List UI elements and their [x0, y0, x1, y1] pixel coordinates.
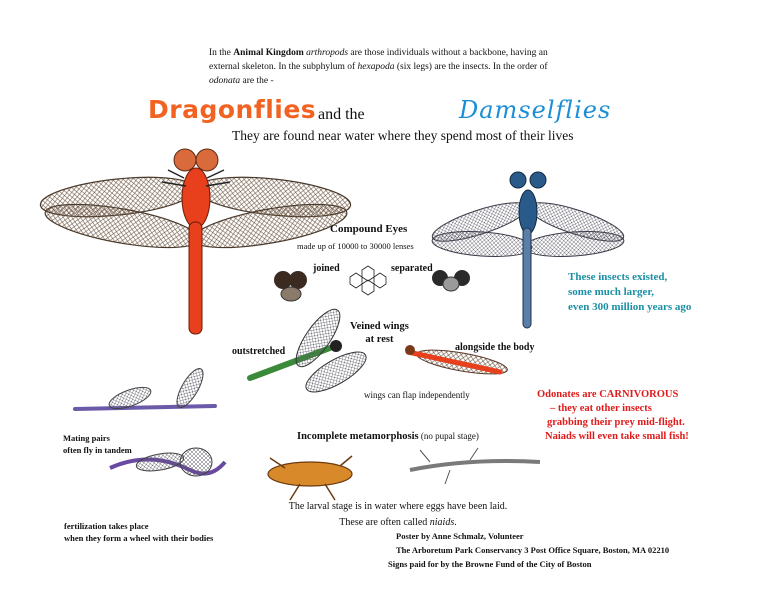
metamorphosis-title: Incomplete metamorphosis — [297, 431, 419, 442]
intro-text: (six legs) are the insects. In the order of — [394, 62, 548, 72]
metamorphosis-note: (no pupal stage) — [418, 431, 479, 441]
title-damselflies: Damselflies — [459, 96, 612, 124]
diet-line: grabbing their prey mid-flight. — [547, 417, 685, 428]
title-dragonflies: Dragonflies — [148, 95, 317, 124]
eyes-separated-label: separated — [391, 263, 433, 274]
larval-text: These are often called — [339, 517, 430, 528]
intro-hexapoda: hexapoda — [357, 62, 395, 72]
history-line: even 300 million years ago — [568, 301, 692, 313]
alongside-label: alongside the body — [455, 342, 535, 353]
larva-illustration — [268, 456, 352, 500]
compound-eyes-heading: Compound Eyes — [330, 223, 408, 235]
fertilization-note — [64, 520, 213, 544]
veined-wings-heading — [350, 320, 409, 346]
intro-text: are the - — [240, 76, 274, 86]
credits-line: The Arboretum Park Conservancy 3 Post Office Square, Boston, MA 02210 — [396, 545, 670, 555]
damselfly-nymph-illustration — [410, 448, 540, 484]
intro-odonata: odonata — [209, 76, 241, 86]
eyes-separated-illustration — [432, 270, 470, 291]
outstretched-label: outstretched — [232, 346, 286, 357]
history-note — [568, 270, 691, 315]
intro-text: In the — [209, 48, 234, 58]
diet-line: – they eat other insects — [550, 403, 652, 414]
mating-line: often fly in tandem — [63, 445, 132, 455]
larval-niaids: niaids — [429, 517, 455, 528]
subtitle: They are found near water where they spend most of their lives — [232, 128, 574, 143]
veined-wings-line: at rest — [365, 334, 394, 345]
metamorphosis-heading — [297, 431, 479, 442]
credits-line: Poster by Anne Schmalz, Volunteer — [396, 531, 524, 541]
history-line: These insects existed, — [568, 271, 668, 283]
intro-animal-kingdom: Animal Kingdom — [233, 48, 304, 58]
intro-text: are those individuals without a backbone, having an external skeleton. In the subphylum of — [209, 48, 548, 72]
credits-line: Signs paid for by the Browne Fund of the City of Boston — [388, 559, 592, 569]
mating-pairs-illustration — [75, 365, 225, 476]
veined-wings-line: Veined wings — [350, 321, 409, 332]
diet-line: Odonates are CARNIVOROUS — [537, 389, 679, 400]
mating-line: Mating pairs — [63, 433, 110, 443]
intro-arthropods: arthropods — [306, 48, 349, 58]
lens-pattern-illustration — [350, 266, 386, 295]
lenses-note: made up of 10000 to 30000 lenses — [297, 241, 414, 251]
eyes-joined-illustration — [274, 271, 307, 301]
mating-note — [63, 432, 132, 456]
diet-line: Naiads will even take small fish! — [545, 431, 689, 442]
larval-note — [263, 499, 533, 531]
intro-paragraph — [209, 46, 579, 88]
credits — [388, 529, 669, 571]
history-line: some much larger, — [568, 286, 655, 298]
diet-note — [537, 388, 689, 444]
larval-text: . — [454, 517, 457, 528]
eyes-joined-label: joined — [313, 263, 340, 274]
title-and-the: and the — [318, 106, 365, 123]
fertilization-line: when they form a wheel with their bodies — [64, 533, 214, 543]
flap-note: wings can flap independently — [364, 390, 470, 400]
fertilization-line: fertilization takes place — [64, 521, 149, 531]
larval-line: The larval stage is in water where eggs have been laid. — [288, 501, 508, 512]
